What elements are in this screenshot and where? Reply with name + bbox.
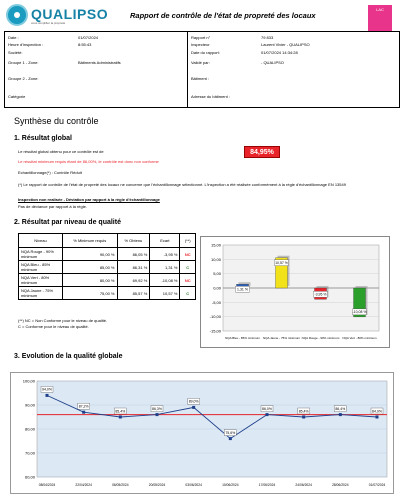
data-label: -10,08 % bbox=[352, 310, 367, 315]
data-label: 94,0% bbox=[42, 387, 52, 392]
table-cell-niveau: NQA Vert - 80% minimum bbox=[19, 274, 63, 287]
y-tick-label: -15,00 bbox=[209, 328, 221, 334]
data-label: 86,0% bbox=[262, 406, 272, 411]
table-row bbox=[19, 248, 196, 261]
y-tick-label: 80,00 bbox=[24, 426, 35, 432]
data-label: 75,6% bbox=[225, 430, 236, 435]
table-cell-min: 85,00 % bbox=[63, 261, 118, 274]
table-cell-min: 75,00 % bbox=[63, 287, 118, 300]
info-left-value: Bâtiments Administratifs bbox=[78, 60, 121, 65]
x-tick-label: 08/04/2024 bbox=[38, 483, 56, 487]
info-left-label: Groupe 2 - Zone: bbox=[8, 76, 39, 81]
logo-icon bbox=[6, 4, 28, 26]
y-tick-label: -10,00 bbox=[209, 314, 221, 320]
info-left-label: Heure d'inspection : bbox=[8, 42, 44, 47]
legend-c: C = Conforme pour le niveau de qualité. bbox=[18, 324, 89, 329]
info-right-label: Adresse du bâtiment : bbox=[191, 94, 230, 99]
document-title: Rapport de contrôle de l'état de propreté des locaux bbox=[130, 11, 316, 20]
y-tick-label: 10,00 bbox=[210, 256, 221, 262]
data-point bbox=[46, 394, 49, 397]
table-header: Ecart bbox=[150, 234, 180, 248]
table-cell-status: C bbox=[180, 261, 196, 274]
y-tick-label: 5,00 bbox=[213, 271, 221, 277]
table-row bbox=[19, 261, 196, 274]
x-tick-label: 20/05/2024 bbox=[148, 483, 166, 487]
x-tick-label: 10/06/2024 bbox=[222, 483, 239, 487]
data-point bbox=[119, 416, 122, 419]
table-header: % Minimum requis bbox=[63, 234, 118, 248]
data-point bbox=[266, 413, 269, 416]
x-tick-label: 22/04/2024 bbox=[75, 483, 92, 487]
info-right-label: Rapport n° bbox=[191, 35, 211, 40]
data-label: 86,4% bbox=[335, 406, 346, 411]
deviation-title: Inspection non realisée - Déviation par rapport à la règle d'échantillonnage bbox=[18, 197, 160, 202]
x-tick-label: 17/06/2024 bbox=[258, 483, 276, 487]
info-left-label: Groupe 1 - Zone: bbox=[8, 60, 39, 65]
info-right-value: - QUALIPSO bbox=[261, 60, 284, 65]
table-header: (**) bbox=[180, 234, 196, 248]
y-tick-label: 70,00 bbox=[24, 450, 35, 456]
info-right-label: Validé par: bbox=[191, 60, 210, 65]
table-cell-obt: 86,31 % bbox=[117, 261, 150, 274]
table-cell-status: NC bbox=[180, 248, 196, 261]
info-right-label: Date du rapport: bbox=[191, 50, 220, 55]
y-tick-label: 15,00 bbox=[210, 242, 221, 248]
data-point bbox=[156, 413, 159, 416]
table-header: % Obtenu bbox=[117, 234, 150, 248]
info-left-label: Catégorie bbox=[8, 94, 26, 99]
data-point bbox=[192, 406, 195, 409]
x-tick-label: 06/05/2024 bbox=[112, 483, 129, 487]
x-tick-label: NQA Rouge - 90% minimum bbox=[301, 336, 340, 340]
client-logo bbox=[368, 5, 392, 31]
table-header: Niveau bbox=[19, 234, 63, 248]
global-score-badge: 84,95% bbox=[244, 146, 280, 158]
quality-bar-chart bbox=[200, 236, 390, 348]
global-result-text: Le résultat global obtenu pour ce contrôle est de bbox=[18, 149, 104, 154]
data-label: 87,2% bbox=[78, 404, 89, 409]
quality-table bbox=[18, 233, 196, 300]
data-point bbox=[82, 411, 85, 414]
info-right-value: Laurent Vivier - QUALIPSO bbox=[261, 42, 310, 47]
data-label: 10,57 % bbox=[275, 260, 288, 265]
synthese-title: Synthèse du contrôle bbox=[14, 116, 99, 126]
info-right-label: Inspecteur bbox=[191, 42, 210, 47]
section-3-title: 3. Evolution de la qualité globale bbox=[14, 353, 123, 360]
evolution-line-chart-svg bbox=[11, 373, 395, 495]
data-label: 86,3% bbox=[152, 406, 162, 411]
y-tick-label: 90,00 bbox=[24, 402, 35, 408]
table-cell-niveau: NQA Bleu - 85% minimum bbox=[19, 261, 63, 274]
y-tick-label: -5,00 bbox=[211, 299, 221, 305]
logo-text: QUALIPSO bbox=[31, 6, 109, 22]
logo-subtitle: vous simplifier la propreté bbox=[31, 21, 66, 25]
data-point bbox=[229, 437, 232, 440]
table-cell-ecart: 10,57 % bbox=[150, 287, 180, 300]
x-tick-label: NQA Bleu - 85% minimum bbox=[225, 336, 260, 340]
x-tick-label: 28/06/2024 bbox=[332, 483, 349, 487]
data-point bbox=[376, 416, 379, 419]
info-divider bbox=[187, 32, 188, 107]
table-cell-ecart: -3,95 % bbox=[150, 248, 180, 261]
info-left-value: 01/07/2024 bbox=[78, 35, 99, 40]
data-point bbox=[339, 413, 342, 416]
table-cell-min: 90,00 % bbox=[63, 248, 118, 261]
table-cell-ecart: 1,31 % bbox=[150, 261, 180, 274]
info-right-value: 01/07/2024 14:34:28 bbox=[261, 50, 298, 55]
table-cell-niveau: NQA Jaune - 75% minimum bbox=[19, 287, 63, 300]
data-label: 85,4% bbox=[115, 409, 126, 414]
data-label: 89,0% bbox=[188, 399, 199, 404]
report-info-box bbox=[4, 31, 400, 108]
y-tick-label: 0,00 bbox=[213, 285, 221, 291]
table-cell-status: C bbox=[180, 287, 196, 300]
quality-bar-chart-svg bbox=[201, 237, 391, 349]
data-label: -3,95 % bbox=[314, 292, 327, 297]
data-point bbox=[302, 416, 305, 419]
info-right-value: 79 833 bbox=[261, 35, 274, 40]
x-tick-label: 24/06/2024 bbox=[295, 483, 312, 487]
table-cell-ecart: -10,08 % bbox=[150, 274, 180, 287]
x-tick-label: NQA Jaune - 75% minimum bbox=[262, 336, 301, 340]
info-left-value: 8:55:43 bbox=[78, 42, 92, 47]
table-cell-obt: 69,92 % bbox=[117, 274, 150, 287]
info-left-label: Date : bbox=[8, 35, 19, 40]
sampling-note: (*) Le rapport de contrôle de l'état de propreté des locaux ne concerne que l'échantillonnage sélectionné. L'inspection a été réalisée conformément à la règle d'échantillonnage EN 13549 bbox=[18, 182, 346, 187]
deviation-text: Pas de déviance par rapport à la règle. bbox=[18, 204, 87, 209]
sampling-text: Echantillonnage(*) : Contrôle Réduit bbox=[18, 170, 82, 175]
table-row bbox=[19, 287, 196, 300]
y-tick-label: 100,00 bbox=[22, 378, 35, 384]
client-logo-text: LAC bbox=[376, 7, 384, 12]
data-label: 1,31 % bbox=[237, 287, 248, 292]
info-right-label: Bâtiment : bbox=[191, 76, 210, 81]
table-cell-niveau: NQA Rouge - 90% minimum bbox=[19, 248, 63, 261]
section-1-title: 1. Résultat global bbox=[14, 135, 72, 142]
minimum-result-text: Le résultat minimum requis étant de 86,00%, le contrôle est donc non conforme bbox=[18, 159, 159, 164]
table-cell-status: NC bbox=[180, 274, 196, 287]
data-label: 84,9% bbox=[372, 409, 382, 414]
data-label: 85,4% bbox=[298, 409, 309, 414]
table-cell-obt: 86,05 % bbox=[117, 248, 150, 261]
y-tick-label: 60,00 bbox=[24, 474, 35, 480]
table-cell-obt: 85,57 % bbox=[117, 287, 150, 300]
info-left-label: Société: bbox=[8, 50, 23, 55]
x-tick-label: NQA Vert - 80% minimum bbox=[342, 336, 377, 340]
x-tick-label: 03/06/2024 bbox=[185, 483, 202, 487]
table-row bbox=[19, 274, 196, 287]
section-2-title: 2. Résultat par niveau de qualité bbox=[14, 219, 121, 226]
table-cell-min: 80,00 % bbox=[63, 274, 118, 287]
x-tick-label: 01/07/2024 bbox=[368, 483, 386, 487]
legend-nc: (**) NC = Non Conforme pour le niveau de qualité. bbox=[18, 318, 108, 323]
evolution-line-chart bbox=[10, 372, 394, 494]
